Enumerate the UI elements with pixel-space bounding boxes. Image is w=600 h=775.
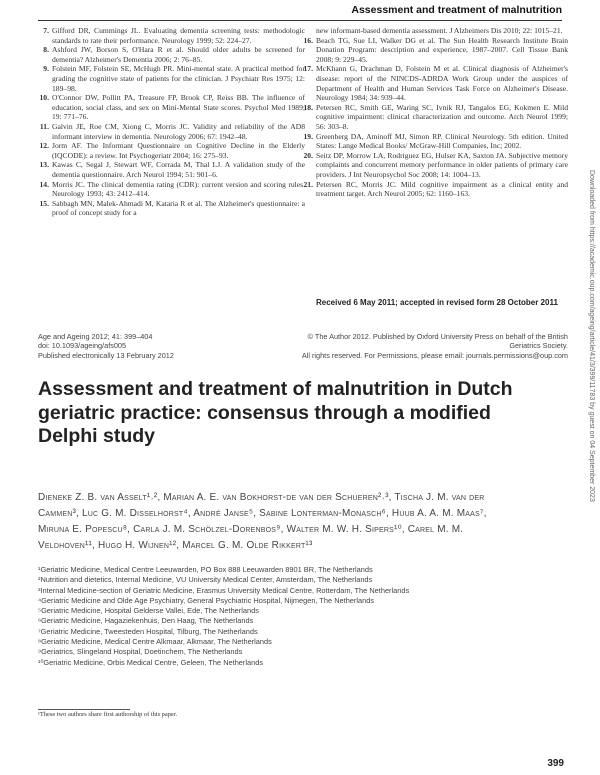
reference-entry bbox=[39, 160, 305, 179]
reference-number: 20. bbox=[303, 150, 313, 160]
published-line: Published electronically 13 February 2012 bbox=[38, 350, 174, 360]
reference-text: Petersen RC, Morris JC. Mild cognitive impairment as a clinical entity and treatment target. Arch Neurol 2005; 62: 1160–163. bbox=[316, 179, 568, 199]
citation-line: Age and Ageing 2012; 41: 399–404 bbox=[38, 332, 153, 341]
reference-text: McKhann G, Drachman D, Folstein M et al. Clinical diagnosis of Alzheimer's disease: report of the NINCDS-ADRDA Work Group under the auspices of Department of Health and Human Services Task Force on Alzheimer's Disease. Neurology 1984; 34: 939–44. bbox=[316, 64, 568, 103]
author-line: Veldhoven¹¹, Hugo H. Wijnen¹², Marcel G. M. Olde Rikkert¹³ bbox=[38, 540, 313, 551]
affiliation: ⁷Geriatric Medicine, Tweesteden Hospital, Tilburg, The Netherlands bbox=[38, 626, 258, 636]
reference-text: Gifford DR, Cummings JL. Evaluating dementia screening tests: methodologic standards to rate their performance. Neurology 1999; 52: 224–27. bbox=[52, 26, 305, 45]
doi-line[interactable]: doi: 10.1093/ageing/afs005 bbox=[38, 341, 127, 351]
affiliation: ⁶Geriatric Medicine, Hagaziekenhuis, Den Haag, The Netherlands bbox=[38, 616, 254, 626]
reference-entry bbox=[43, 64, 305, 93]
reference-number: 16. bbox=[303, 35, 313, 45]
reference-entry bbox=[39, 141, 305, 160]
permissions-line[interactable]: All rights reserved. For Permissions, please email: journals.permissions@oup.com bbox=[301, 350, 568, 360]
affiliation: ⁵Geriatric Medicine, Hospital Gelderse Vallei, Ede, The Netherlands bbox=[38, 606, 259, 616]
affiliation: ¹⁰Geriatric Medicine, Orbis Medical Centre, Geleen, The Netherlands bbox=[38, 657, 264, 667]
reference-number: 15. bbox=[39, 198, 49, 208]
page-number: 399 bbox=[547, 758, 564, 769]
author-list bbox=[38, 490, 568, 554]
reference-entry bbox=[39, 93, 305, 122]
reference-number: 17. bbox=[303, 64, 313, 74]
affiliation: ³Internal Medicine-section of Geriatric Medicine, Erasmus University Medical Centre, Rotterdam, The Netherlands bbox=[38, 585, 410, 595]
reference-entry bbox=[43, 45, 305, 64]
reference-entry bbox=[303, 150, 568, 180]
reference-entry bbox=[43, 26, 305, 45]
journal-citation bbox=[38, 332, 298, 360]
reference-text: Kawas C, Segal J, Stewart WF, Corrada M, Thal LJ. A validation study of the dementia questionnaire. Arch Neurol 1994; 51: 901–6. bbox=[52, 160, 305, 179]
reference-text: Beach TG, Sue LI, Walker DG et al. The Sun Health Research Institute Brain Donation Program: description and experience, 1987–2007. Cell Tissue Bank 2008; 9: 229–45. bbox=[316, 35, 568, 64]
affiliation: ¹Geriatric Medicine, Medical Centre Leeuwarden, PO Box 888 Leeuwarden 8901 BR, The Netherlands bbox=[38, 565, 373, 574]
author-line: Cammen³, Luc G. M. Disselhorst⁴, André Janse⁵, Sabine Lonterman-Monasch⁶, Huub A. A. M. Maas⁷, bbox=[38, 508, 487, 519]
reference-text: Seitz DP, Morrow LA, Rodriguez EG, Hulser KA, Saxton JA. Subjective memory complaints and concurrent memory performance in older patients of primary care providers. J Int Neuropsychol Soc 2008; 14: 1004–13. bbox=[316, 150, 568, 179]
reference-entry bbox=[303, 131, 568, 151]
reference-number: 19. bbox=[303, 131, 313, 141]
download-watermark: Downloaded from https://academic.oup.com/ageing/article/41/3/399/11783 by guest on 04 September 2023 bbox=[588, 170, 595, 502]
footnote: ¹These two authors share first authorship of this paper. bbox=[38, 711, 178, 718]
reference-number: 21. bbox=[303, 179, 313, 189]
reference-number: 14. bbox=[39, 179, 49, 189]
reference-text: Greenberg DA, Aminoff MJ, Simon RP. Clinical Neurology. 5th edition. United States: Lange Medical Books/ McGraw-Hill Companies, Inc; 2002. bbox=[316, 131, 568, 151]
reference-entry bbox=[39, 121, 305, 141]
reference-number: 12. bbox=[39, 141, 49, 151]
author-line: Miruna E. Popescu⁸, Carla J. M. Schölzel-Dorenbos⁹, Walter M. W. H. Sipers¹⁰, Carel M. M. bbox=[38, 524, 464, 535]
reference-number: 11. bbox=[39, 121, 49, 131]
header-rule bbox=[38, 20, 562, 21]
reference-text: Morris JC. The clinical dementia rating (CDR): current version and scoring rules. Neurology 1993; 43: 2412–414. bbox=[52, 179, 305, 199]
affiliation: ²Nutrition and dietetics, Internal Medicine, VU University Medical Center, Amsterdam, The Netherlands bbox=[38, 575, 373, 585]
reference-text: new informant-based dementia assessment. J Alzheimers Dis 2010; 22: 1015–21. bbox=[316, 26, 563, 35]
received-date: Received 6 May 2011; accepted in revised form 28 October 2011 bbox=[316, 298, 558, 307]
reference-text: Galvin JE, Roe CM, Xiong C, Morris JC. Validity and reliability of the AD8 informant interview in dementia. Neurology 2006; 67: 1942–48. bbox=[52, 121, 305, 141]
reference-text: O'Connor DW, Pollitt PA, Treasure FP, Brook CP, Reiss BB. The influence of education, social class, and sex on Mini-Mental State scores. Psychol Med 1989; 19: 771–76. bbox=[52, 93, 305, 122]
affiliation: ⁹Geriatrics, Slingeland Hospital, Doetinchem, The Netherlands bbox=[38, 647, 243, 657]
reference-number: 13. bbox=[39, 160, 49, 170]
affiliation-list bbox=[38, 565, 568, 668]
reference-text: Jorm AF. The Informant Questionnaire on Cognitive Decline in the Elderly (IQCODE): a review. Int Psychogeriatr 2004; 16: 275–93. bbox=[52, 141, 305, 160]
copyright-line: © The Author 2012. Published by Oxford University Press on behalf of the British Geriatrics Society. bbox=[307, 332, 568, 351]
reference-number: 7. bbox=[43, 26, 49, 35]
references-right-column bbox=[303, 26, 568, 199]
author-line: Dieneke Z. B. van Asselt¹˒², Marian A. E. van Bokhorst-de van der Schueren²˒³, Tischa J. M. van der bbox=[38, 492, 485, 503]
references-left-column bbox=[39, 26, 305, 218]
running-head: Assessment and treatment of malnutrition bbox=[351, 4, 562, 16]
reference-entry bbox=[316, 26, 568, 36]
reference-text: Petersen RC, Smith GE, Waring SC, Ivnik RJ, Tangalos EG, Kokmen E. Mild cognitive impairment: clinical characterization and outcome. Arch Neurol 1999; 56: 303–8. bbox=[316, 102, 568, 131]
reference-number: 10. bbox=[39, 93, 49, 103]
affiliation: ⁴Geriatric Medicine and Olde Age Psychiatry, General Psychiatric Hospital, Nijmegen, The Netherlands bbox=[38, 595, 375, 605]
affiliation: ⁸Geriatric Medicine, Medical Centre Alkmaar, Alkmaar, The Netherlands bbox=[38, 637, 272, 647]
reference-text: Sabbagh MN, Malek-Ahmadi M, Kataria R et al. The Alzheimer's questionnaire: a proof of concept study for a bbox=[52, 198, 305, 218]
article-title: Assessment and treatment of malnutrition in Dutch geriatric practice: consensus through a modified Delphi study bbox=[38, 378, 513, 447]
reference-entry bbox=[303, 179, 568, 199]
reference-text: Ashford JW, Borson S, O'Hara R et al. Should older adults be screened for dementia? Alzheimer's Dementia 2006; 2: 76–85. bbox=[52, 45, 305, 64]
reference-number: 18. bbox=[303, 102, 313, 112]
reference-entry bbox=[303, 102, 568, 132]
reference-entry bbox=[39, 198, 305, 218]
reference-number: 9. bbox=[43, 64, 49, 74]
reference-entry bbox=[303, 35, 568, 65]
footnote-rule bbox=[38, 709, 130, 710]
reference-text: Folstein MF, Folstein SE, McHugh PR. Mini-mental state. A practical method for grading the cognitive state of patients for the clinician. J Psychiatr Res 1975; 12: 189–98. bbox=[52, 64, 305, 93]
reference-entry bbox=[303, 64, 568, 103]
reference-number: 8. bbox=[43, 45, 49, 55]
reference-entry bbox=[39, 179, 305, 199]
copyright-notice bbox=[300, 332, 568, 360]
